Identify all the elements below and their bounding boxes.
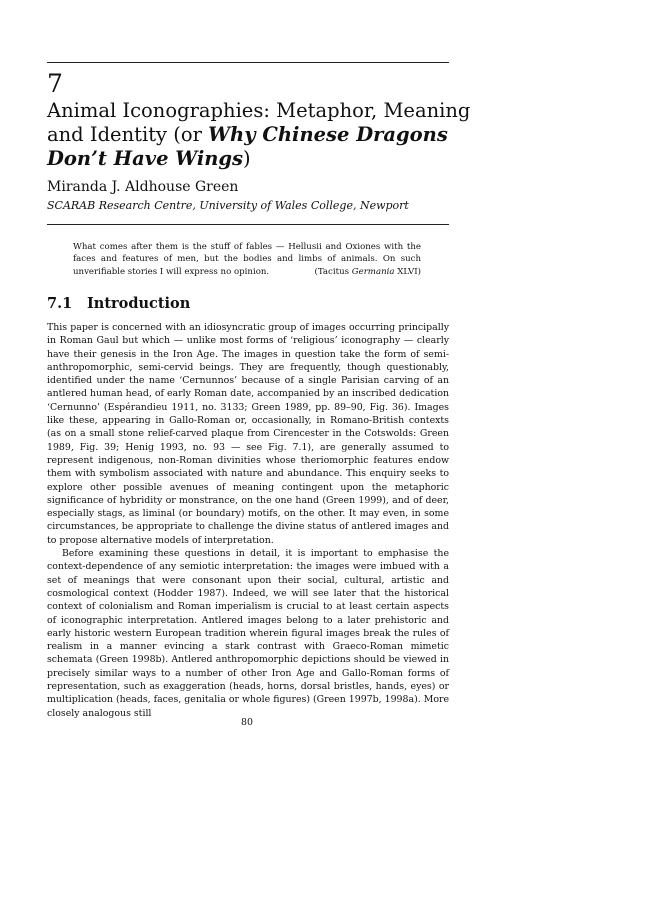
chapter-title-line-2-italic: Why Chinese Dragons xyxy=(208,123,448,146)
paragraph-1: This paper is concerned with an idiosyncratic group of images occurring principally in Roman Gaul but which — unlike most forms of ‘religious’ iconography — clearly have their genesis in the Iron Age. The images in question take the form of semi-anthropomorphic, semi-cervid beings. They are frequently, though questionably, identified under the name ‘Cernunnos’ because of a single Parisian carving of an antlered human head, of early Roman date, accompanied by an inscribed dedication ‘Cernunno’ (Espérandieu 1911, no. 3133; Green 1989, pp. 89–90, Fig. 36). Images like these, appearing in Gallo-Roman or, occasionally, in Romano-British contexts (as on a small stone relief-carved plaque from Cirencester in the Cotswolds: Green 1989, Fig. 39; Henig 1993, no. 93 — see Fig. 7.1), are generally assumed to represent indigenous, non-Roman divinities whose theriomorphic features endow them with symbolism associated with nature and abundance. This enquiry seeks to explore other possible avenues of meaning contingent upon the metaphoric significance of hybridity or monstrance, on the one hand (Green 1999), and of deer, especially stags, as liminal (or boundary) motifs, on the other. It may even, in some circumstances, be appropriate to challenge the divine status of antlered images and to propose alternative models of interpretation. xyxy=(47,322,449,546)
epigraph-source-suffix: XLVI) xyxy=(394,266,421,277)
section-heading xyxy=(47,295,190,313)
chapter-title-line-2-prefix: and Identity (or xyxy=(47,123,209,146)
epigraph xyxy=(73,241,421,278)
page-number: 80 xyxy=(241,717,253,728)
header-rule xyxy=(47,224,449,225)
chapter-title-line-3 xyxy=(47,147,457,171)
author-affiliation: SCARAB Research Centre, University of Wales College, Newport xyxy=(47,199,409,212)
chapter-title-line-2 xyxy=(47,123,457,147)
section-number: 7.1 xyxy=(47,295,73,312)
chapter-title-line-1: Animal Iconographies: Metaphor, Meaning xyxy=(47,99,471,122)
epigraph-source-title: Germania xyxy=(351,266,395,277)
section-title: Introduction xyxy=(87,295,191,312)
paragraph-2: Before examining these questions in detail, it is important to emphasise the context-dependence of any semiotic interpretation: the images were imbued with a set of meanings that were consonant upon their social, cultural, artistic and cosmological context (Hodder 1987). Indeed, we will see later that the historical context of colonialism and Roman imperialism is crucial to at least certain aspects of iconographic interpretation. Antlered images belong to a later prehistoric and early historic western European tradition wherein figural images break the rules of realism in a manner evincing a stark contrast with Graeco-Roman mimetic schemata (Green 1998b). Antlered anthropomorphic depictions should be viewed in precisely similar ways to a number of other Iron Age and Gallo-Roman forms of representation, such as exaggeration (heads, horns, dorsal bristles, hands, eyes) or multiplication (heads, faces, genitalia or whole figures) (Green 1997b, 1998a). More closely analogous still xyxy=(47,548,449,719)
epigraph-source xyxy=(315,266,421,278)
chapter-title-line-3-italic: Don’t Have Wings xyxy=(47,147,244,170)
author-name: Miranda J. Aldhouse Green xyxy=(47,179,239,195)
chapter-title-line-3-suffix: ) xyxy=(243,147,251,170)
chapter-title xyxy=(47,99,471,171)
epigraph-text: What comes after them is the stuff of fables — Hellusii and Oxiones with the faces and features of men, but the bodies and limbs of animals. On such unverifiable stories I will express no opinion. xyxy=(73,242,421,277)
epigraph-source-prefix: (Tacitus xyxy=(314,266,352,277)
top-rule xyxy=(47,62,449,63)
chapter-number: 7 xyxy=(47,69,63,98)
body-text xyxy=(47,321,449,720)
